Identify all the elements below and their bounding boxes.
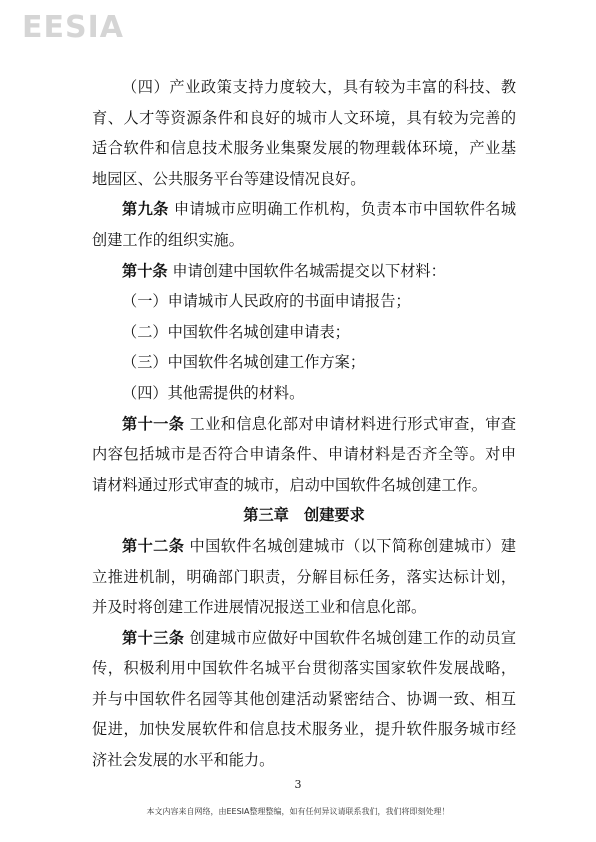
document-body <box>92 72 516 776</box>
chapter-title: 第三章 创建要求 <box>243 506 365 525</box>
list-item-1: （一）申请城市人民政府的书面申请报告； <box>122 292 411 311</box>
article-10-text: 申请创建中国软件名城需提交以下材料： <box>172 261 446 280</box>
article-13-text: 创建城市应做好中国软件名城创建工作的动员宣传，积极利用中国软件名城平台贯彻落实国家软件发展战略，并与中国软件名园等其他创建活动紧密结合、协调一致、相互促进，加快发展软件和信息技术服务业，提升软件服务城市经济社会发展的水平和能力。 <box>92 628 517 770</box>
article-12 <box>92 531 516 623</box>
article-9-heading: 第九条 <box>122 200 169 219</box>
page-number: 3 <box>294 778 302 791</box>
article-11-heading: 第十一条 <box>122 414 185 433</box>
article-10-heading: 第十条 <box>122 261 168 280</box>
footer-disclaimer: 本文内容来自网络，由EESIA整理整编，如有任何异议请联系我们，我们将即刻处理！ <box>146 807 450 816</box>
list-item-2: （二）中国软件名城创建申请表； <box>122 322 350 341</box>
article-11-text: 工业和信息化部对申请材料进行形式审查，审查内容包括城市是否符合申请条件、申请材料是否齐全等。对申请材料通过形式审查的城市，启动中国软件名城创建工作。 <box>92 414 517 494</box>
article-13-heading: 第十三条 <box>122 628 185 647</box>
article-12-text: 中国软件名城创建城市（以下简称创建城市）建立推进机制，明确部门职责，分解目标任务，落实达标计划，并及时将创建工作进展情况报送工业和信息化部。 <box>92 536 517 617</box>
article-13 <box>92 623 516 776</box>
article-12-heading: 第十二条 <box>122 536 185 555</box>
article-9-text: 申请城市应明确工作机构，负责本市中国软件名城创建工作的组织实施。 <box>92 200 517 249</box>
article-9 <box>92 194 516 255</box>
list-item-4: （四）其他需提供的材料。 <box>122 383 305 402</box>
paragraph-condition-4: （四）产业政策支持力度较大，具有较为丰富的科技、教育、人才等资源条件和良好的城市人文环境，具有较为完善的适合软件和信息技术服务业集聚发展的物理载体环境，产业基地园区、公共服务平台等建设情况良好。 <box>92 78 516 188</box>
list-item-3: （三）中国软件名城创建工作方案； <box>122 353 365 372</box>
article-10 <box>92 256 516 287</box>
eesia-logo: EESIA <box>22 10 124 45</box>
article-11 <box>92 409 516 501</box>
